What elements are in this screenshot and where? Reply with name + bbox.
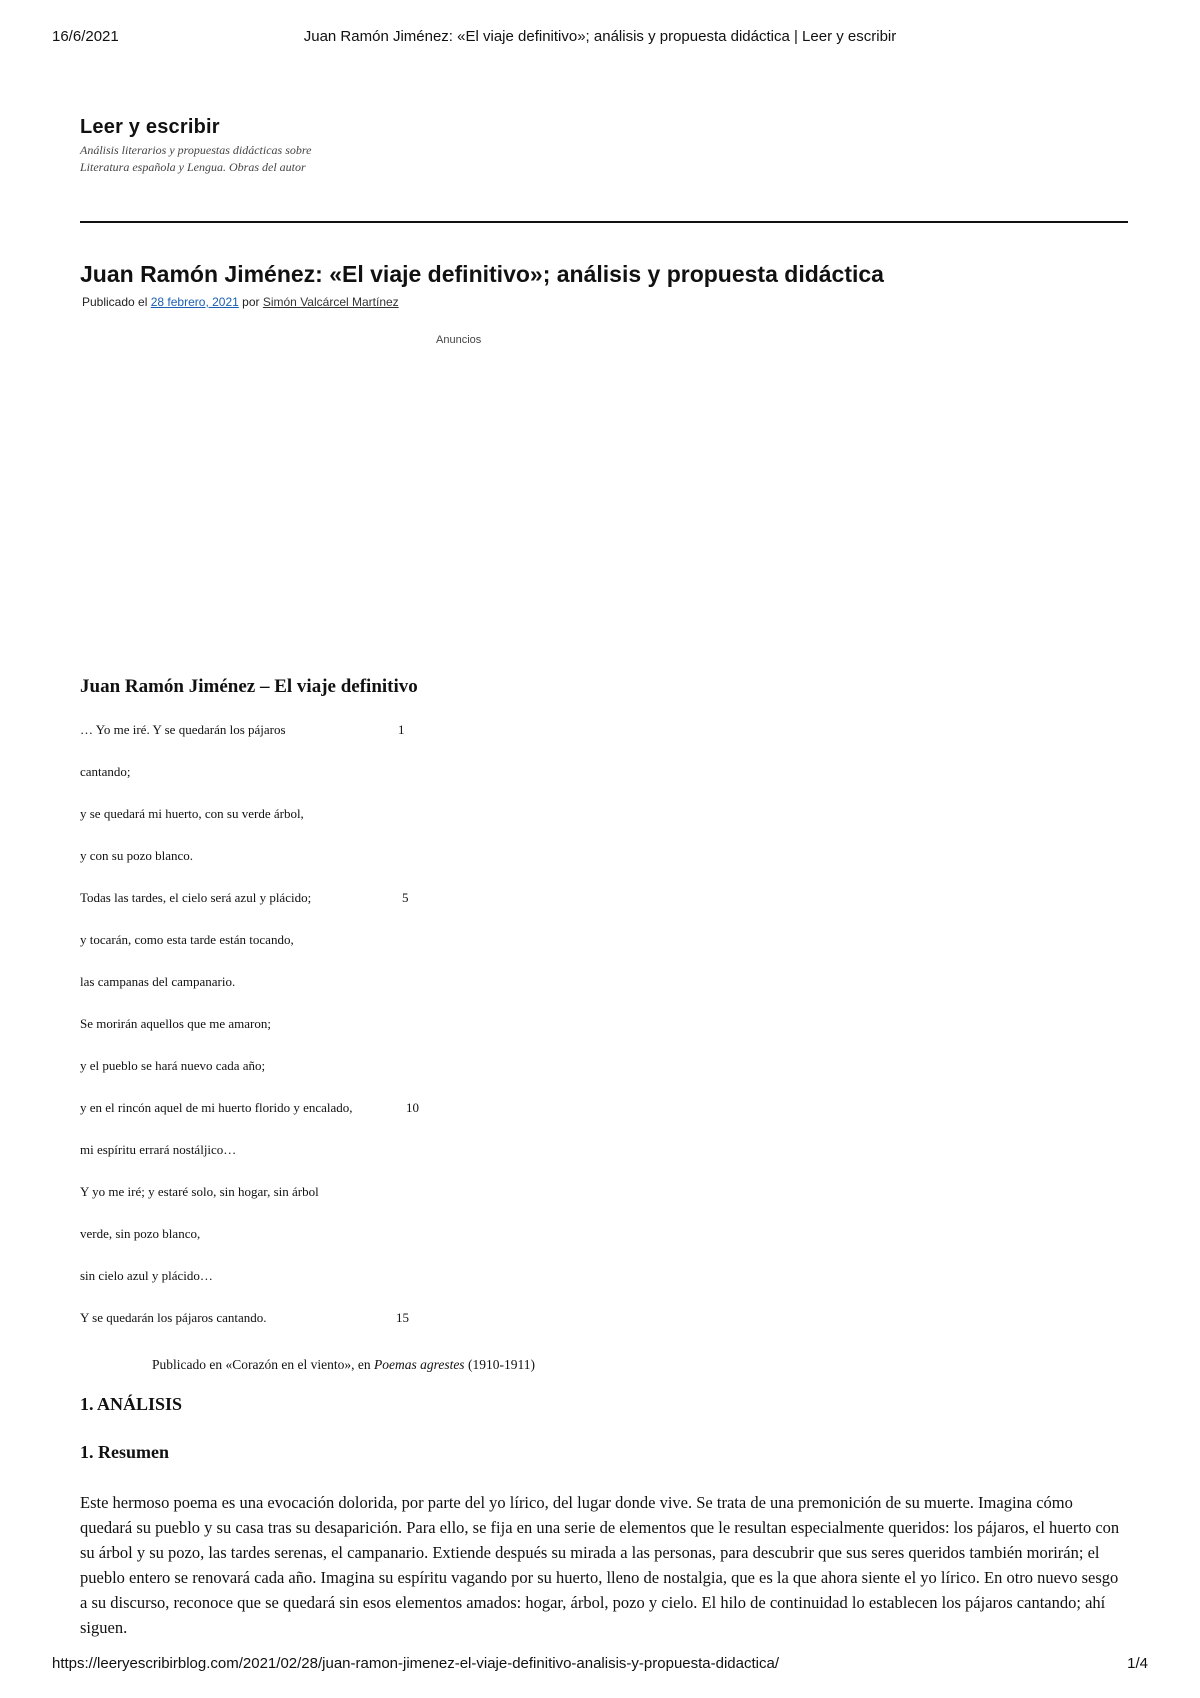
ads-label: Anuncios — [436, 334, 482, 346]
print-url: https://leeryescribirblog.com/2021/02/28/juan-ramon-jimenez-el-viaje-definitivo-analisis-y-propuesta-didactica/ — [52, 1655, 780, 1672]
verse-number: 1 — [398, 722, 405, 737]
summary-heading: 1. Resumen — [80, 1442, 169, 1462]
post-meta-by: por — [242, 295, 260, 309]
poem-verse: y tocarán, como esta tarde están tocando, — [80, 932, 294, 947]
analysis-heading: 1. ANÁLISIS — [80, 1394, 183, 1414]
verse-number: 5 — [402, 890, 409, 905]
post-meta — [82, 295, 399, 309]
verse-number: 10 — [406, 1100, 419, 1115]
poem-verse: Y yo me iré; y estaré solo, sin hogar, sin árbol — [80, 1184, 319, 1199]
summary-paragraph: Este hermoso poema es una evocación dolorida, por parte del yo lírico, del lugar donde vive. Se trata de una premonición de su muerte. Imagina cómo quedará su pueblo y su casa tras su desaparición. Para ello, se fija en una serie de elementos que le resultan especialmente queridos: los pájaros, el huerto con su árbol y su pozo, las tardes serenas, el campanario. Extiende después su mirada a las personas, para descubrir que sus seres queridos también morirán; el pueblo entero se renovará cada año. Imagina su espíritu vagando por su huerto, lleno de nostalgia, que es la que ahora siente el yo lírico. En otro nuevo sesgo a su discurso, reconoce que se quedará sin esos elementos amados: hogar, árbol, pozo y cielo. El hilo de continuidad lo establecen los pájaros cantando; ahí siguen. — [80, 1493, 1120, 1637]
site-title[interactable]: Leer y escribir — [80, 116, 220, 138]
header-divider — [80, 221, 1128, 223]
site-description: Análisis literarios y propuestas didácticas sobre Literatura española y Lengua. Obras del autor — [80, 143, 312, 174]
post-title: Juan Ramón Jiménez: «El viaje definitivo»; análisis y propuesta didáctica — [80, 261, 884, 287]
verse-number: 15 — [396, 1310, 409, 1325]
poem-verse: y con su pozo blanco. — [80, 848, 194, 863]
poem-verse: mi espíritu errará nostáljico… — [80, 1142, 237, 1157]
publication-years: (1910-1911) — [467, 1357, 535, 1372]
poem-verse: y en el rincón aquel de mi huerto florido y encalado, — [80, 1100, 353, 1115]
poem-verse: … Yo me iré. Y se quedarán los pájaros — [80, 722, 286, 737]
poem-verse: Se morirán aquellos que me amaron; — [80, 1016, 271, 1031]
poem-verse: sin cielo azul y plácido… — [80, 1268, 213, 1283]
post-date-link[interactable]: 28 febrero, 2021 — [150, 295, 239, 309]
post-meta-prefix: Publicado el — [82, 295, 148, 309]
print-page-title: Juan Ramón Jiménez: «El viaje definitivo»; análisis y propuesta didáctica | Leer y escribir — [303, 28, 897, 45]
print-date: 16/6/2021 — [52, 28, 119, 45]
publication-prefix: Publicado en «Corazón en el viento», en — [152, 1357, 371, 1372]
poem-verse: cantando; — [80, 764, 131, 779]
publication-book: Poemas agrestes — [373, 1357, 465, 1372]
poem-verse: Y se quedarán los pájaros cantando. — [80, 1310, 267, 1325]
post-author-link[interactable]: Simón Valcárcel Martínez — [262, 295, 399, 309]
print-page-number: 1/4 — [1127, 1655, 1148, 1672]
poem-verse: las campanas del campanario. — [80, 974, 236, 989]
poem-verse: y se quedará mi huerto, con su verde árbol, — [80, 806, 304, 821]
poem-verse: Todas las tardes, el cielo será azul y plácido; — [80, 890, 312, 905]
poem-verse: y el pueblo se hará nuevo cada año; — [80, 1058, 266, 1073]
poem-verse: verde, sin pozo blanco, — [80, 1226, 201, 1241]
poem-heading: Juan Ramón Jiménez – El viaje definitivo — [80, 676, 418, 697]
poem-publication-note — [152, 1357, 535, 1373]
